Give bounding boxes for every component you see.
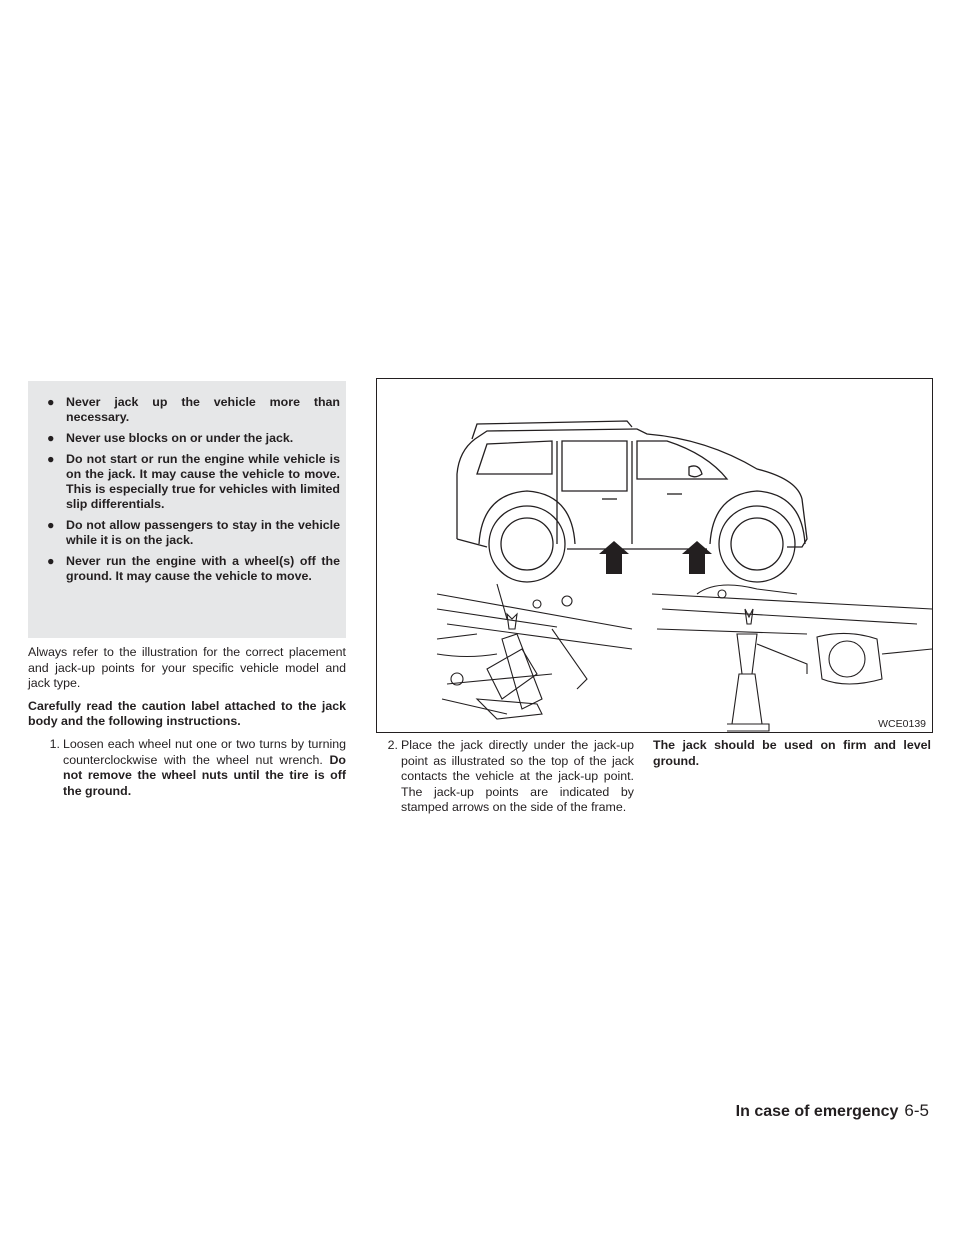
bottle-jack-detail: [652, 585, 932, 731]
page-number: 6-5: [904, 1101, 929, 1120]
step-warning: Do not remove the wheel nuts until the tire is off the ground.: [63, 752, 346, 798]
step-text: Loosen each wheel nut one or two turns by turning counterclockwise with the wheel nut wrench.: [63, 736, 346, 767]
caution-list: [28, 381, 346, 584]
front-door-window: [637, 441, 727, 479]
jack-illustration: [376, 378, 933, 733]
column-right: [653, 738, 931, 769]
section-title: In case of emergency: [735, 1103, 899, 1120]
vehicle-jack-drawing: [377, 379, 932, 732]
jack-point-arrow-front: [682, 541, 712, 574]
intro-paragraph: Always refer to the illustration for the correct placement and jack-up points for your specific vehicle model and jack type.: [28, 645, 346, 691]
bullet-icon: ●: [47, 518, 55, 532]
caution-item: ● Do not allow passengers to stay in the vehicle while it is on the jack.: [47, 518, 340, 547]
caution-item: ● Do not start or run the engine while vehicle is on the jack. It may cause the vehicle to move. This is especially true for vehicles with limited slip differentials.: [47, 452, 340, 511]
caution-item: ● Never run the engine with a wheel(s) off the ground. It may cause the vehicle to move.: [47, 554, 340, 583]
jack-point-arrow-rear: [599, 541, 629, 574]
caution-label-paragraph: Carefully read the caution label attached to the jack body and the following instructions.: [28, 698, 346, 729]
page-footer: [736, 1101, 929, 1121]
caution-item: ● Never use blocks on or under the jack.: [47, 431, 294, 445]
step-2: [376, 738, 634, 816]
step-text: Place the jack directly under the jack-up point as illustrated so the top of the jack contacts the vehicle at the jack-up point. The jack-up points are indicated by stamped arrows on the side of the frame.: [401, 738, 634, 815]
bullet-icon: ●: [47, 554, 55, 568]
caution-item: ● Never jack up the vehicle more than necessary.: [47, 395, 340, 424]
rear-window: [477, 441, 552, 474]
step-number: 2.: [387, 738, 398, 752]
step-number: 1.: [49, 736, 60, 751]
ground-note: The jack should be used on firm and level ground.: [653, 738, 931, 768]
step-1: [38, 737, 346, 799]
column-left: [28, 645, 346, 799]
caution-box: [28, 381, 346, 638]
column-middle: [376, 738, 634, 816]
side-mirror: [689, 466, 702, 477]
rear-door-window: [562, 441, 627, 491]
figure-code: WCE0139: [878, 718, 926, 730]
scissor-jack-detail: [437, 584, 632, 719]
bullet-icon: ●: [47, 431, 55, 445]
bullet-icon: ●: [47, 395, 55, 409]
bullet-icon: ●: [47, 452, 55, 466]
